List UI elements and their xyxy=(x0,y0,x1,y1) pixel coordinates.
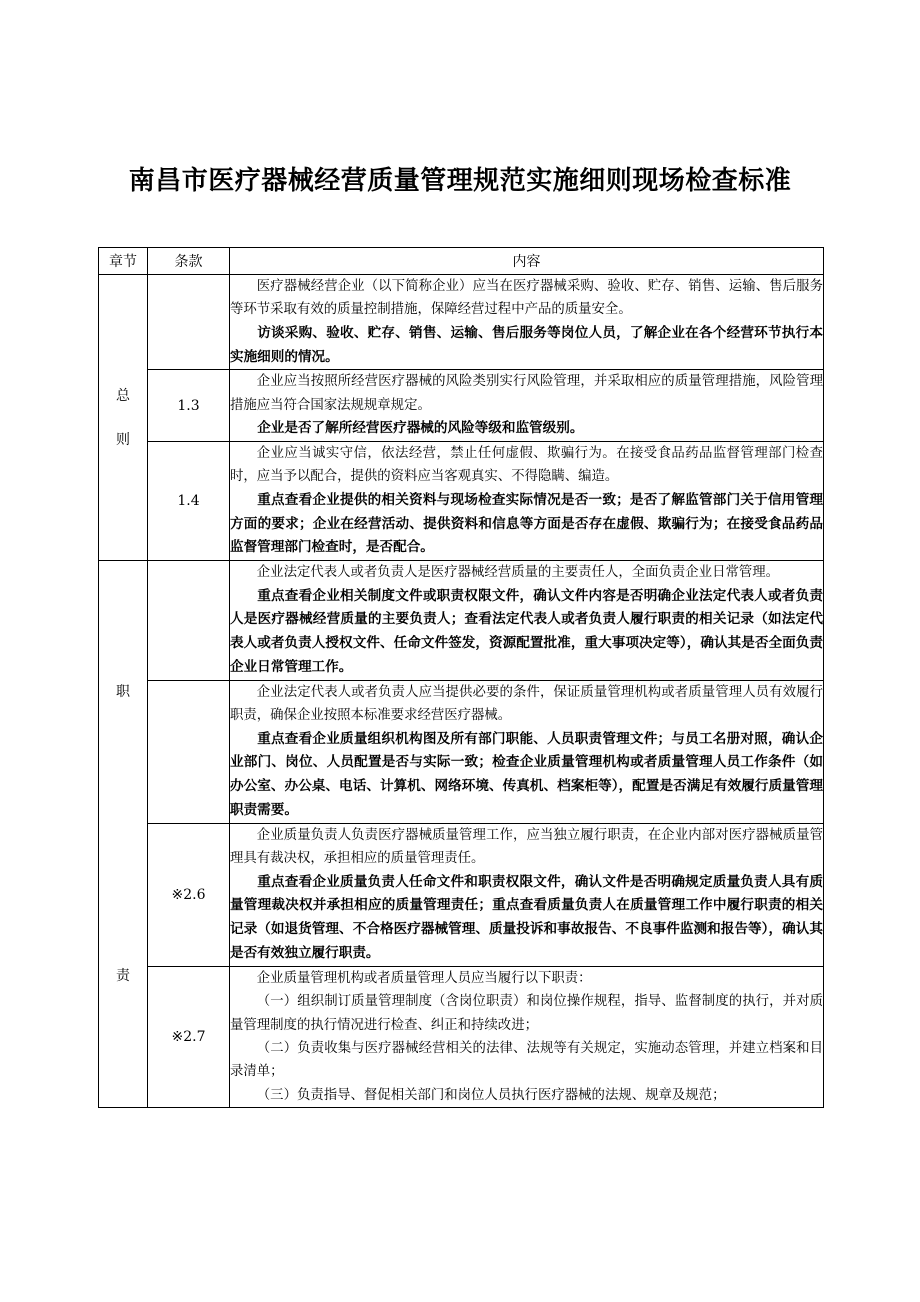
clause-cell: ※2.6 xyxy=(148,823,230,966)
inspection-requirement: 企业是否了解所经营医疗器械的风险等级和监管级别。 xyxy=(257,420,584,437)
chapter-general-cell xyxy=(99,275,148,561)
chapter-duty-cell xyxy=(99,561,148,1108)
content-cell xyxy=(230,370,824,442)
clause-text: 企业质量负责人负责医疗器械质量管理工作，应当独立履行职责，在企业内部对医疗器械质量管理具有裁决权，承担相应的质量管理责任。 xyxy=(230,827,823,867)
table-row xyxy=(99,442,824,561)
table-row xyxy=(99,275,824,370)
content-cell xyxy=(230,823,824,966)
duty-item-2: （二）负责收集与医疗器械经营相关的法律、法规等有关规定，实施动态管理，并建立档案和目录清单； xyxy=(230,1041,823,1080)
content-cell xyxy=(230,680,824,823)
inspection-requirement: 访谈采购、验收、贮存、销售、运输、售后服务等岗位人员，了解企业在各个经营环节执行本实施细则的情况。 xyxy=(230,324,823,365)
duty-item-3: （三）负责指导、督促相关部门和岗位人员执行医疗器械的法规、规章及规范； xyxy=(256,1087,726,1103)
clause-text: 企业法定代表人或者负责人是医疗器械经营质量的主要责任人，全面负责企业日常管理。 xyxy=(256,565,780,581)
table-row xyxy=(99,370,824,442)
clause-cell: 1.4 xyxy=(148,442,230,561)
clause-text: 企业应当按照所经营医疗器械的风险类别实行风险管理，并采取相应的质量管理措施，风险管理措施应当符合国家法规规章规定。 xyxy=(230,374,823,413)
content-cell xyxy=(230,442,824,561)
clause-text: 医疗器械经营企业（以下简称企业）应当在医疗器械采购、验收、贮存、销售、运输、售后服务等环节采取有效的质量控制措施，保障经营过程中产品的质量安全。 xyxy=(230,279,823,318)
clause-cell xyxy=(148,561,230,681)
clause-cell xyxy=(148,680,230,823)
chapter-general-char-2: 则 xyxy=(116,431,130,448)
content-cell xyxy=(230,275,824,370)
content-cell xyxy=(230,561,824,681)
duty-item-1: （一）组织制订质量管理制度（含岗位职责）和岗位操作规程，指导、监督制度的执行，并对质量管理制度的执行情况进行检查、纠正和持续改进； xyxy=(230,994,823,1033)
table-row xyxy=(99,561,824,681)
clause-text: 企业质量管理机构或者质量管理人员应当履行以下职责： xyxy=(256,970,592,986)
chapter-duty-char-1: 职 xyxy=(116,684,130,701)
chapter-spacer xyxy=(99,714,147,954)
table-row xyxy=(99,966,824,1107)
inspection-requirement: 重点查看企业质量组织机构图及所有部门职能、人员职责管理文件；与员工名册对照，确认企业部门、岗位、人员配置是否与实际一致；检查企业质量管理机构或者质量管理人员工作条件（如办公室、办公桌、电话、计算机、网络环境、传真机、档案柜等），配置是否满足有效履行质量管理职责需要。 xyxy=(230,730,823,819)
header-clause: 条款 xyxy=(148,248,230,275)
table-row xyxy=(99,823,824,966)
clause-cell: 1.3 xyxy=(148,370,230,442)
clause-text: 企业法定代表人或者负责人应当提供必要的条件，保证质量管理机构或者质量管理人员有效履行职责，确保企业按照本标准要求经营医疗器械。 xyxy=(230,684,823,724)
header-content: 内容 xyxy=(230,248,824,275)
inspection-requirement: 重点查看企业相关制度文件或职责权限文件，确认文件内容是否明确企业法定代表人或者负责人是医疗器械经营质量的主要负责人；查看法定代表人或者负责人履行职责的相关记录（如法定代表人或者负责人授权文件、任命文件签发，资源配置批准，重大事项决定等），确认其是否全面负责企业日常管理工作。 xyxy=(230,587,823,676)
table-header-row xyxy=(99,248,824,275)
inspection-requirement: 重点查看企业提供的相关资料与现场检查实际情况是否一致；是否了解监管部门关于信用管理方面的要求；企业在经营活动、提供资料和信息等方面是否存在虚假、欺骗行为；在接受食品药品监督管理部门检查时，是否配合。 xyxy=(230,491,823,556)
page-title: 南昌市医疗器械经营质量管理规范实施细则现场检查标准 xyxy=(128,166,792,196)
clause-cell: ※2.7 xyxy=(148,966,230,1107)
clause-text: 企业应当诚实守信，依法经营，禁止任何虚假、欺骗行为。在接受食品药品监督管理部门检查时，应当予以配合，提供的资料应当客观真实、不得隐瞒、编造。 xyxy=(230,446,823,485)
chapter-general-char-1: 总 xyxy=(116,387,130,404)
header-chapter: 章节 xyxy=(99,248,148,275)
inspection-requirement: 重点查看企业质量负责人任命文件和职责权限文件，确认文件是否明确规定质量负责人具有质量管理裁决权并承担相应的质量管理责任；重点查看质量负责人在质量管理工作中履行职责的相关记录（如退货管理、不合格医疗器械管理、质量投诉和事故报告、不良事件监测和报告等），确认其是否有效独立履行职责。 xyxy=(230,873,823,962)
clause-cell xyxy=(148,275,230,370)
table-row xyxy=(99,680,824,823)
chapter-duty-char-2: 责 xyxy=(116,968,130,985)
inspection-standard-table xyxy=(98,247,824,1108)
content-cell xyxy=(230,966,824,1107)
